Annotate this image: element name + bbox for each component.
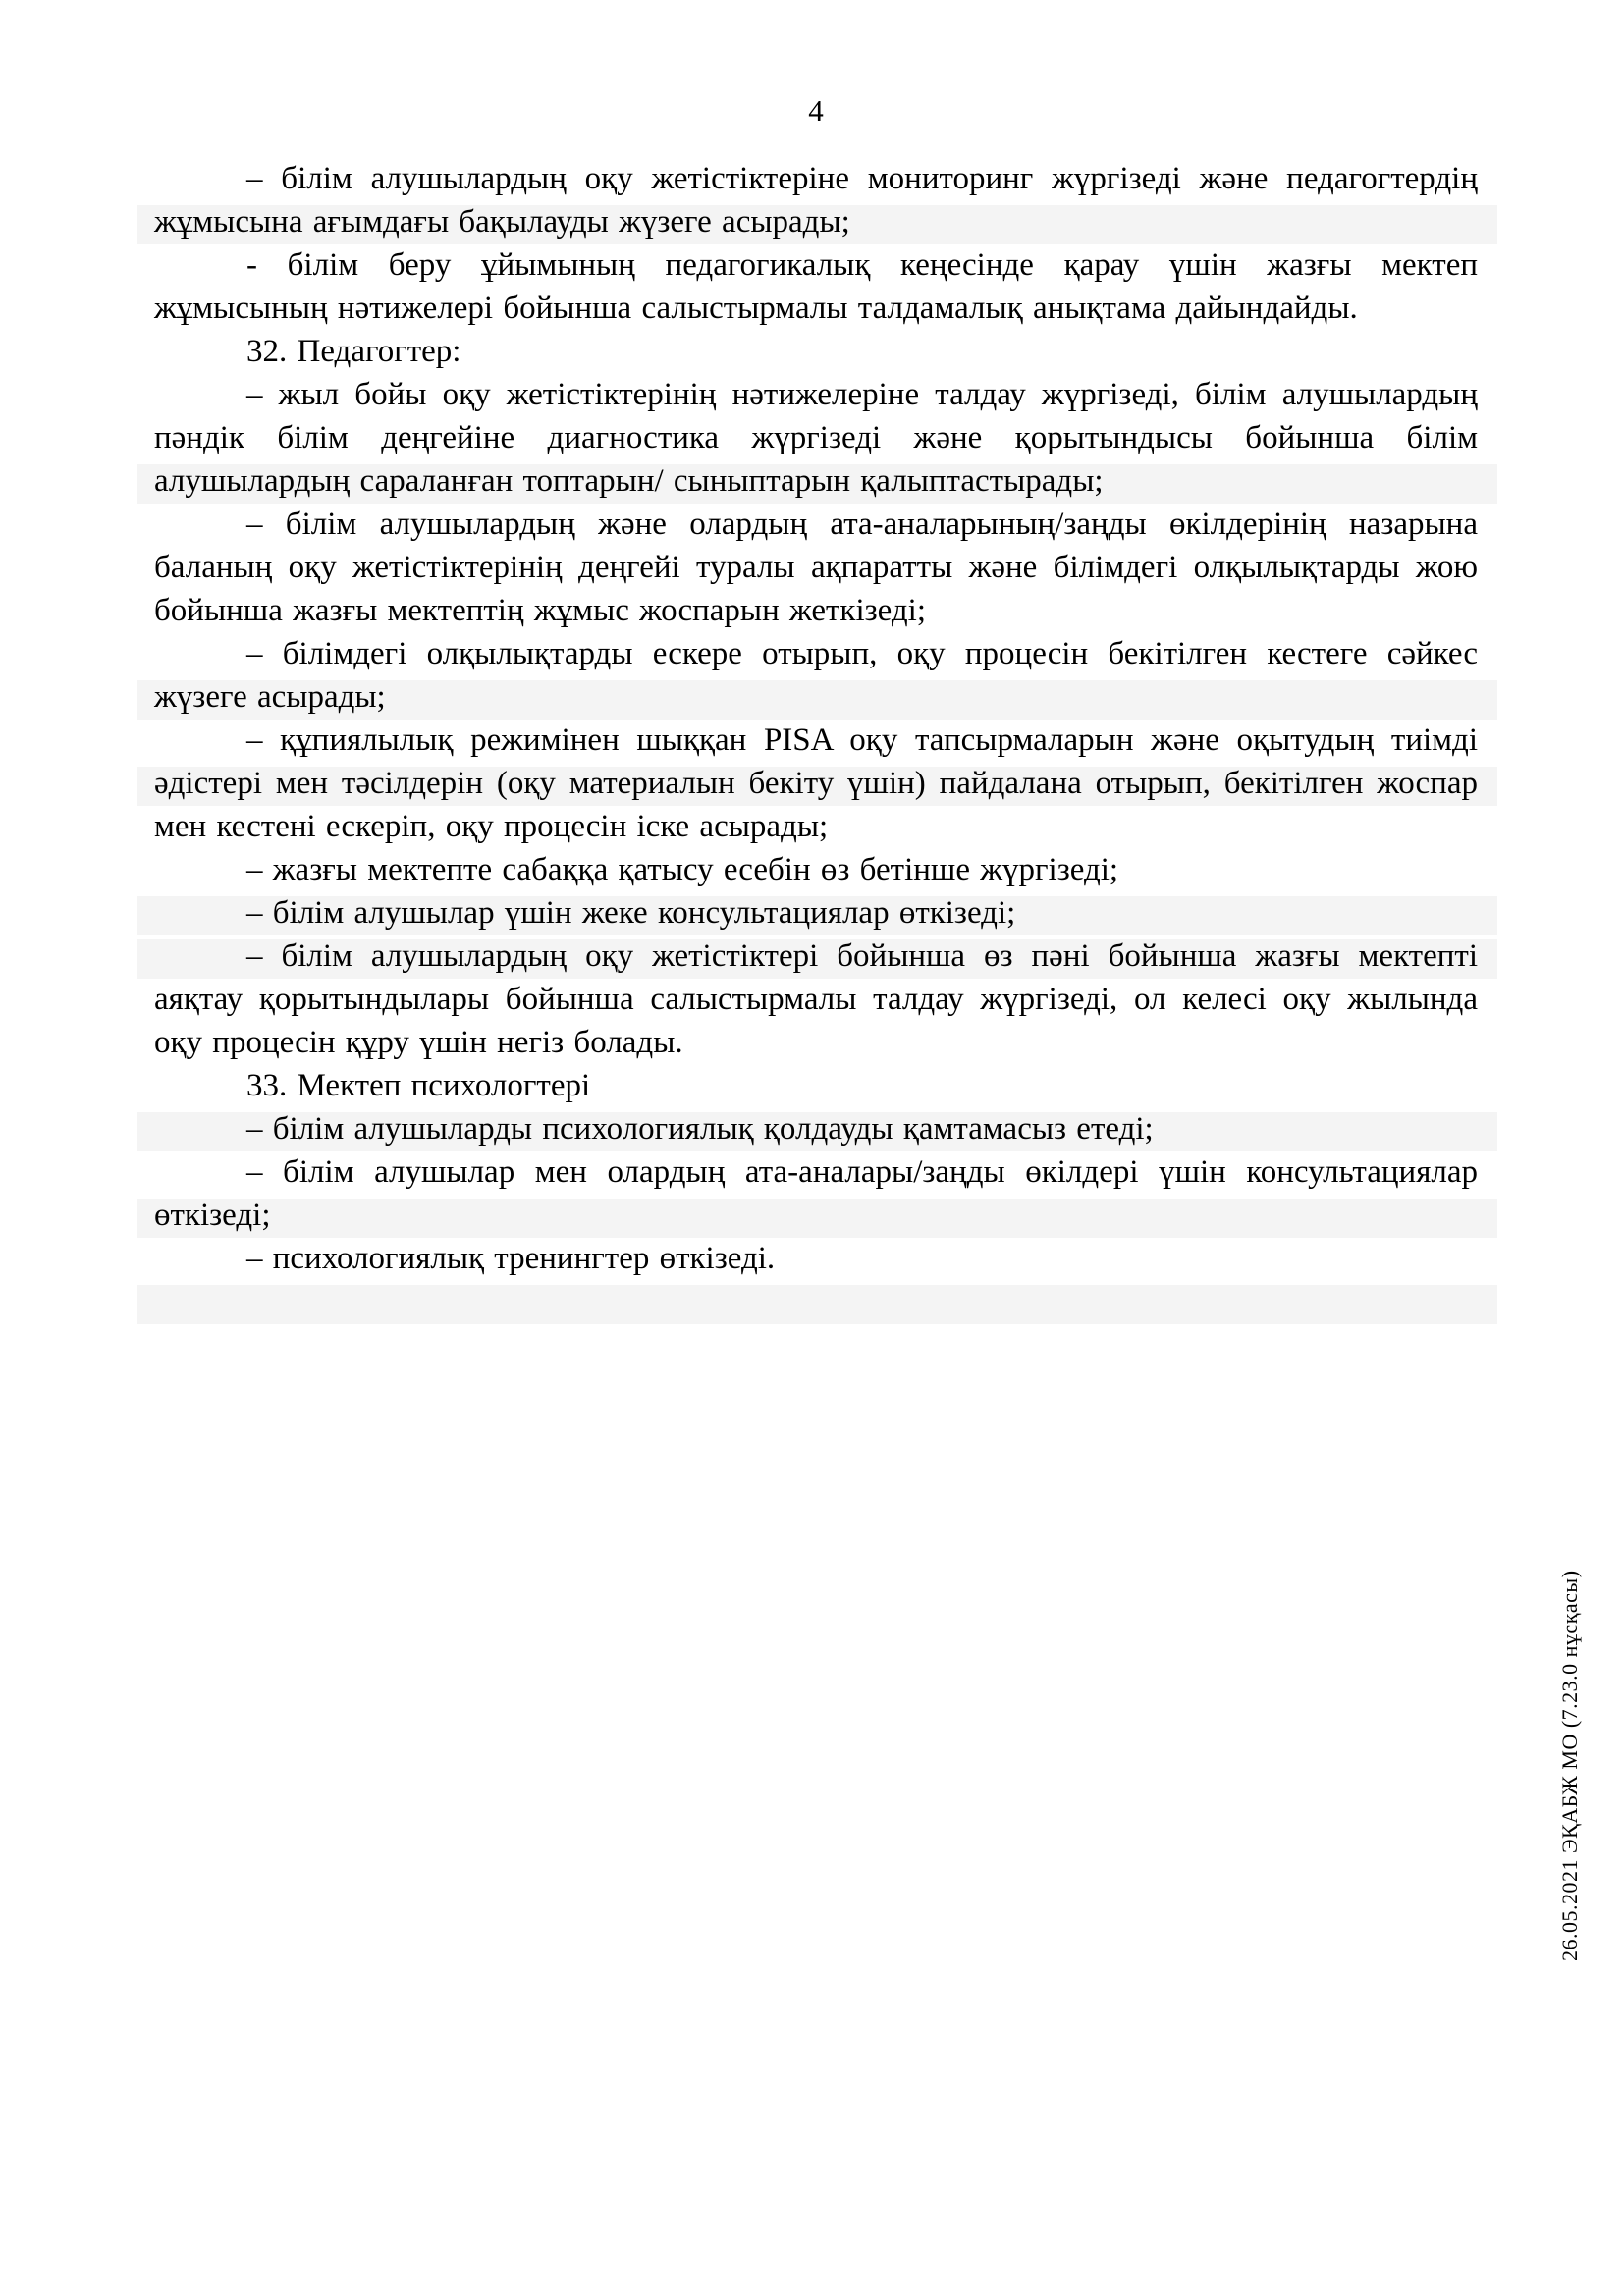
- paragraph: – жыл бойы оқу жетістіктерінің нәтижелеріне талдау жүргізеді, білім алушылардың пәндік білім деңгейіне диагностика жүргізеді және қорытындысы бойынша білім алушылардың сараланған топтарын/ сыныптарын қалыптастырады;: [154, 377, 1478, 499]
- paragraph: – білім алушылардың оқу жетістіктеріне мониторинг жүргізеді және педагогтердің жұмысына ағымдағы бақылауды жүзеге асырады;: [154, 161, 1478, 240]
- paragraph: – білім алушылардың оқу жетістіктері бойынша өз пәні бойынша жазғы мектепті аяқтау қорытындылары бойынша салыстырмалы талдау жүргізеді, ол келесі оқу жылында оқу процесін құру үшін негіз болады.: [154, 938, 1478, 1060]
- paragraph: – білім алушылар үшін жеке консультациялар өткізеді;: [246, 895, 1016, 931]
- paragraph: – білім алушылар мен олардың ата-аналары/заңды өкілдері үшін консультациялар өткізеді;: [154, 1154, 1478, 1233]
- document-body: [154, 157, 1478, 1280]
- paragraph: – білім алушылардың және олардың ата-аналарының/заңды өкілдерінің назарына баланың оқу жетістіктерінің деңгейі туралы ақпаратты және білімдегі олқылықтарды жою бойынша жазғы мектептің жұмыс жоспарын жеткізеді;: [154, 507, 1478, 628]
- paragraph: – білім алушыларды психологиялық қолдауды қамтамасыз етеді;: [246, 1111, 1154, 1147]
- paragraph: – білімдегі олқылықтарды ескере отырып, оқу процесін бекітілген кестеге сәйкес жүзеге асырады;: [154, 636, 1478, 715]
- paragraph: 32. Педагогтер:: [246, 334, 461, 369]
- paragraph: – жазғы мектепте сабаққа қатысу есебін өз бетінше жүргізеді;: [246, 852, 1119, 887]
- paragraph: – психологиялық тренингтер өткізеді.: [246, 1241, 776, 1276]
- scan-artifact-band: [137, 1285, 1497, 1324]
- paragraph: 33. Мектеп психологтері: [246, 1068, 591, 1103]
- page-number: 4: [808, 93, 824, 128]
- paragraph: – құпиялылық режимінен шыққан PISA оқу тапсырмаларын және оқытудың тиімді әдістері мен тәсілдерін (оқу материалын бекіту үшін) пайдалана отырып, бекітілген жоспар мен кестені ескеріп, оқу процесін іске асырады;: [154, 722, 1478, 844]
- version-stamp-vertical: 26.05.2021 ЭҚАБЖ МО (7.23.0 нұсқасы): [1557, 1570, 1582, 1961]
- paragraph: - білім беру ұйымының педагогикалық кеңесінде қарау үшін жазғы мектеп жұмысының нәтижелері бойынша салыстырмалы талдамалық анықтама дайындайды.: [154, 247, 1478, 326]
